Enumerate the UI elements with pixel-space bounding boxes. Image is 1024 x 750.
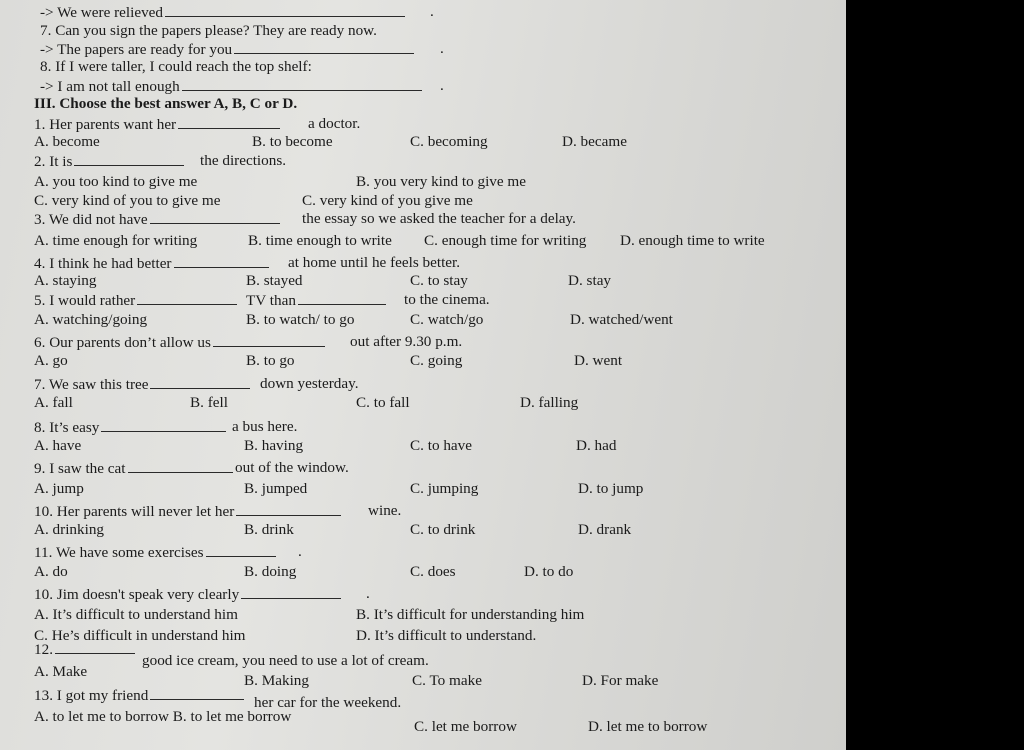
segment-text: A. you too kind to give me xyxy=(34,173,198,190)
segment-text: C. To make xyxy=(412,672,482,689)
segment-text: . xyxy=(366,585,370,602)
answer-blank xyxy=(241,585,341,599)
text-segment xyxy=(410,521,475,539)
segment-text: B. to watch/ to go xyxy=(246,311,355,328)
text-line xyxy=(0,521,846,543)
segment-text: A. fall xyxy=(34,394,73,411)
segment-text: to the cinema. xyxy=(404,291,490,308)
segment-text: 4. I think he had better xyxy=(34,255,172,272)
segment-text: 1. Her parents want her xyxy=(34,116,177,133)
segment-text: 7. We saw this tree xyxy=(34,376,149,393)
text-segment xyxy=(356,394,410,412)
text-segment xyxy=(588,718,707,736)
segment-text: at home until he feels better. xyxy=(288,254,461,271)
text-line xyxy=(0,543,846,565)
text-line xyxy=(0,152,846,174)
text-segment xyxy=(440,40,444,58)
text-segment xyxy=(34,311,147,329)
segment-text: -> The papers are ready for you xyxy=(40,41,233,58)
segment-text: A. to let me to borrow B. to let me borrow xyxy=(34,708,292,725)
segment-text: B. to become xyxy=(252,133,333,150)
text-segment xyxy=(190,394,228,412)
answer-blank xyxy=(128,459,233,473)
segment-text: A. watching/going xyxy=(34,311,148,328)
text-segment xyxy=(298,543,302,561)
answer-blank xyxy=(150,375,250,389)
segment-text: B. It’s difficult for understanding him xyxy=(356,606,585,623)
answer-blank xyxy=(150,210,280,224)
segment-text: down yesterday. xyxy=(260,375,359,392)
text-segment xyxy=(34,437,81,455)
text-segment xyxy=(576,437,617,455)
text-line xyxy=(0,563,846,585)
text-segment xyxy=(430,3,434,21)
segment-text: a doctor. xyxy=(308,115,361,132)
segment-text: B. having xyxy=(244,437,304,454)
text-segment xyxy=(34,563,68,581)
text-segment xyxy=(232,418,297,436)
text-segment xyxy=(520,394,578,412)
text-segment xyxy=(414,718,517,736)
segment-text: TV than xyxy=(246,292,296,309)
segment-text: 8. It’s easy xyxy=(34,419,100,436)
text-segment xyxy=(302,210,576,228)
text-segment xyxy=(34,333,325,352)
segment-text: . xyxy=(430,3,434,20)
segment-text: 6. Our parents don’t allow us xyxy=(34,334,211,351)
text-segment xyxy=(34,459,233,478)
text-segment xyxy=(410,480,478,498)
text-segment xyxy=(260,375,359,393)
segment-text: D. enough time to write xyxy=(620,232,765,249)
text-segment xyxy=(368,502,401,520)
segment-text: D. It’s difficult to understand. xyxy=(356,627,537,644)
segment-text: 2. It is xyxy=(34,153,73,170)
segment-text: 12. xyxy=(34,641,53,658)
text-segment xyxy=(34,254,269,273)
text-segment xyxy=(356,173,526,191)
text-segment xyxy=(410,352,462,370)
text-segment xyxy=(244,437,303,455)
segment-text: D. let me to borrow xyxy=(588,718,708,735)
text-segment xyxy=(200,152,286,170)
segment-text: D. went xyxy=(574,352,623,369)
text-segment xyxy=(40,40,414,59)
segment-text: C. does xyxy=(410,563,456,580)
segment-text: the essay so we asked the teacher for a delay. xyxy=(302,210,576,227)
segment-text: 10. Her parents will never let her xyxy=(34,503,235,520)
text-line xyxy=(0,606,846,628)
answer-blank xyxy=(206,543,276,557)
segment-text: B. jumped xyxy=(244,480,308,497)
segment-text: A. have xyxy=(34,437,82,454)
text-segment xyxy=(252,133,333,151)
segment-text: 3. We did not have xyxy=(34,211,148,228)
text-line xyxy=(0,95,846,117)
text-line xyxy=(0,459,846,481)
text-segment xyxy=(235,459,349,477)
segment-text: B. stayed xyxy=(246,272,303,289)
text-line xyxy=(0,210,846,232)
text-segment xyxy=(620,232,765,250)
text-line xyxy=(0,291,846,313)
answer-blank xyxy=(298,291,386,305)
segment-text: 7. Can you sign the papers please? They are ready now. xyxy=(40,22,377,39)
text-segment xyxy=(34,502,341,521)
text-segment xyxy=(246,272,303,290)
text-segment xyxy=(568,272,611,290)
segment-text: D. to do xyxy=(524,563,574,580)
segment-text: C. He’s difficult in understand him xyxy=(34,627,246,644)
text-line xyxy=(0,437,846,459)
answer-blank xyxy=(74,152,184,166)
segment-text: D. drank xyxy=(578,521,632,538)
segment-text: a bus here. xyxy=(232,418,298,435)
text-segment xyxy=(578,480,643,498)
text-segment xyxy=(40,58,312,76)
text-segment xyxy=(40,22,377,40)
segment-text: C. enough time for writing xyxy=(424,232,587,249)
text-segment xyxy=(34,585,341,604)
segment-text: C. to drink xyxy=(410,521,476,538)
text-line xyxy=(0,585,846,607)
text-segment xyxy=(34,352,68,370)
answer-blank xyxy=(236,502,341,516)
text-segment xyxy=(246,352,295,370)
text-segment xyxy=(570,311,673,329)
text-segment xyxy=(524,563,573,581)
answer-blank xyxy=(137,291,237,305)
segment-text: B. drink xyxy=(244,521,294,538)
text-segment xyxy=(34,192,220,210)
segment-text: C. very kind of you to give me xyxy=(34,192,221,209)
segment-text: 9. I saw the cat xyxy=(34,460,126,477)
text-segment xyxy=(562,133,627,151)
text-segment xyxy=(244,563,296,581)
text-segment xyxy=(34,95,297,113)
segment-text: wine. xyxy=(368,502,402,519)
segment-text: A. time enough for writing xyxy=(34,232,198,249)
segment-text: D. had xyxy=(576,437,617,454)
segment-text: D. For make xyxy=(582,672,659,689)
text-segment xyxy=(356,606,584,624)
segment-text: D. became xyxy=(562,133,627,150)
segment-text: A. jump xyxy=(34,480,84,497)
text-segment xyxy=(410,311,483,329)
text-segment xyxy=(34,173,197,191)
segment-text: -> We were relieved xyxy=(40,4,164,21)
text-segment xyxy=(34,232,197,250)
segment-text: good ice cream, you need to use a lot of cream. xyxy=(142,652,429,669)
text-segment xyxy=(34,543,276,562)
segment-text: C. let me borrow xyxy=(414,718,517,735)
text-line xyxy=(0,311,846,333)
text-segment xyxy=(40,3,405,22)
text-line xyxy=(0,394,846,416)
segment-text: out after 9.30 p.m. xyxy=(350,333,463,350)
segment-text: A. staying xyxy=(34,272,97,289)
text-segment xyxy=(34,152,184,171)
segment-text: C. watch/go xyxy=(410,311,484,328)
segment-text: 8. If I were taller, I could reach the top shelf: xyxy=(40,58,312,75)
segment-text: C. very kind of you give me xyxy=(302,192,473,209)
segment-text: D. falling xyxy=(520,394,579,411)
text-segment xyxy=(34,272,96,290)
text-segment xyxy=(424,232,586,250)
answer-blank xyxy=(182,77,422,91)
text-segment xyxy=(366,585,370,603)
text-segment xyxy=(404,291,490,309)
text-segment xyxy=(40,77,422,96)
segment-text: A. Make xyxy=(34,663,88,680)
text-segment xyxy=(34,418,226,437)
text-segment xyxy=(410,563,456,581)
text-line xyxy=(0,352,846,374)
text-segment xyxy=(350,333,462,351)
answer-blank xyxy=(234,40,414,54)
text-segment xyxy=(410,272,468,290)
text-segment xyxy=(244,521,294,539)
segment-text: . xyxy=(440,40,444,57)
segment-text: 11. We have some exercises xyxy=(34,544,204,561)
text-segment xyxy=(34,210,280,229)
segment-text: C. to stay xyxy=(410,272,468,289)
segment-text: B. Making xyxy=(244,672,309,689)
segment-text: B. doing xyxy=(244,563,297,580)
text-segment xyxy=(410,437,472,455)
text-segment xyxy=(34,115,280,134)
segment-text: B. to go xyxy=(246,352,295,369)
answer-blank xyxy=(174,254,269,268)
text-segment xyxy=(308,115,360,133)
segment-text: C. jumping xyxy=(410,480,479,497)
segment-text: C. to have xyxy=(410,437,473,454)
text-segment xyxy=(302,192,473,210)
text-segment xyxy=(410,133,488,151)
text-segment xyxy=(244,480,307,498)
segment-text: 13. I got my friend xyxy=(34,687,149,704)
answer-blank xyxy=(178,115,280,129)
segment-text: A. It’s difficult to understand him xyxy=(34,606,238,623)
text-segment xyxy=(246,311,354,329)
answer-blank xyxy=(213,333,325,347)
text-line xyxy=(0,718,846,740)
text-segment xyxy=(578,521,631,539)
segment-text: C. to fall xyxy=(356,394,410,411)
text-line xyxy=(0,232,846,254)
segment-text: A. drinking xyxy=(34,521,105,538)
text-segment xyxy=(34,133,100,151)
segment-text: D. stay xyxy=(568,272,612,289)
text-segment xyxy=(288,254,460,272)
answer-blank xyxy=(165,3,405,17)
text-segment xyxy=(34,606,238,624)
segment-text: 10. Jim doesn't speak very clearly xyxy=(34,586,240,603)
text-segment xyxy=(246,291,386,310)
segment-text: . xyxy=(440,77,444,94)
text-segment xyxy=(248,232,392,250)
segment-text: -> I am not tall enough xyxy=(40,78,180,95)
text-segment xyxy=(574,352,622,370)
segment-text: B. fell xyxy=(190,394,228,411)
segment-text: D. to jump xyxy=(578,480,644,497)
segment-text: III. Choose the best answer A, B, C or D. xyxy=(34,95,298,112)
segment-text: C. going xyxy=(410,352,463,369)
answer-blank xyxy=(101,418,226,432)
text-segment xyxy=(440,77,444,95)
text-segment xyxy=(34,394,73,412)
segment-text: C. becoming xyxy=(410,133,488,150)
text-segment xyxy=(34,375,250,394)
segment-text: A. do xyxy=(34,563,68,580)
segment-text: out of the window. xyxy=(235,459,349,476)
segment-text: 5. I would rather xyxy=(34,292,136,309)
segment-text: . xyxy=(298,543,302,560)
text-segment xyxy=(34,480,84,498)
text-line xyxy=(0,480,846,502)
segment-text: the directions. xyxy=(200,152,287,169)
text-segment xyxy=(34,291,237,310)
segment-text: D. watched/went xyxy=(570,311,673,328)
segment-text: A. become xyxy=(34,133,100,150)
segment-text: A. go xyxy=(34,352,68,369)
segment-text: her car for the weekend. xyxy=(254,694,402,711)
segment-text: B. time enough to write xyxy=(248,232,392,249)
segment-text: B. you very kind to give me xyxy=(356,173,526,190)
text-segment xyxy=(34,521,104,539)
